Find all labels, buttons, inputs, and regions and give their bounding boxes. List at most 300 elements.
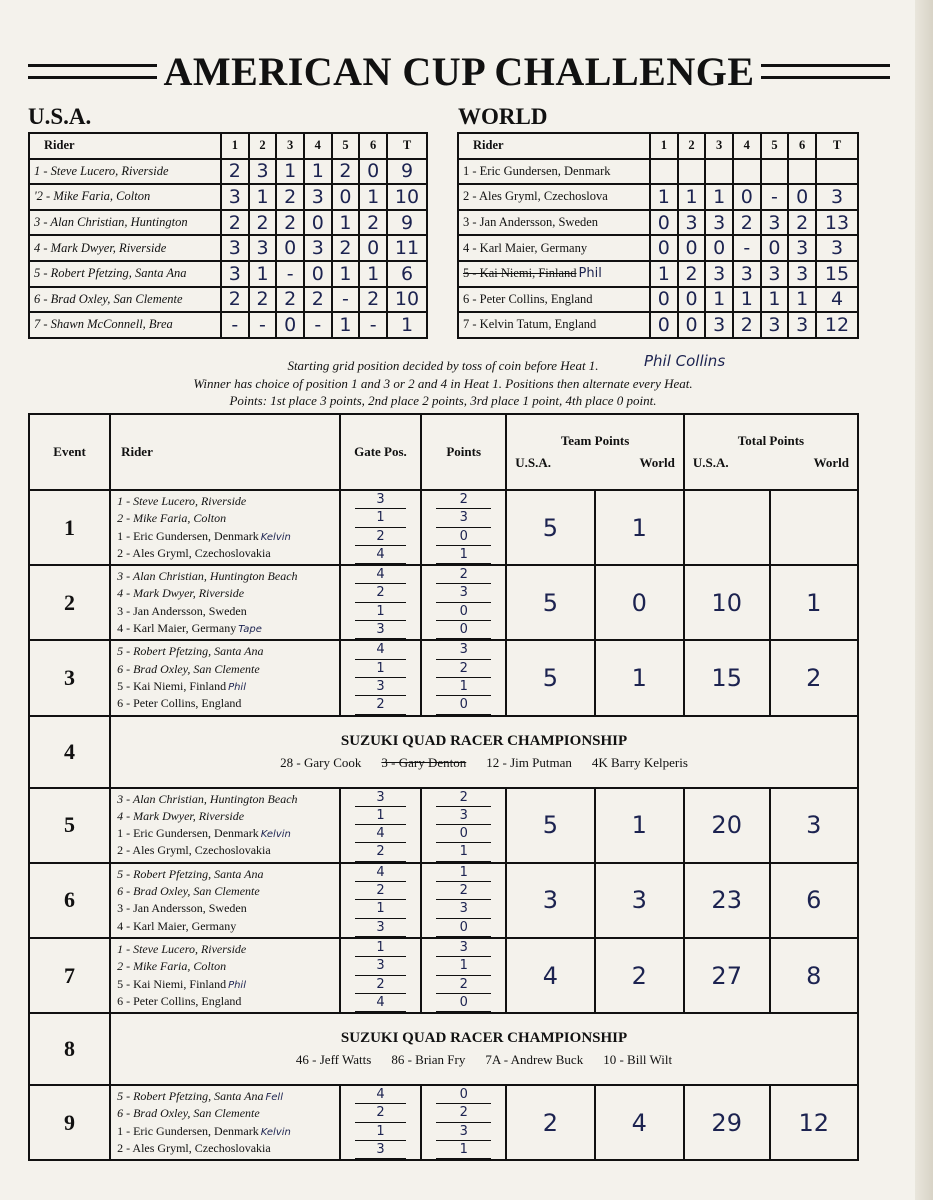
heat-rider-line	[117, 643, 339, 660]
world-heat-score: 2	[678, 261, 706, 287]
team-points-world: 1	[595, 490, 684, 565]
heat-point: 1	[436, 678, 491, 696]
rules-line-1: Starting grid position decided by toss of coin before Heat 1.	[287, 358, 599, 373]
title-row	[28, 46, 890, 96]
world-heat-score: 3	[733, 261, 761, 287]
heat-rider-line	[117, 620, 339, 637]
usa-heat-score: -	[249, 312, 277, 338]
usa-heat-score: 1	[249, 184, 277, 210]
usa-heat-score: 9	[387, 210, 427, 236]
heat-points	[421, 863, 506, 938]
total-points-world: 3	[770, 788, 858, 863]
gate-position: 4	[355, 825, 406, 843]
usa-heat-score: 2	[359, 210, 387, 236]
rider-name-text: 6 - Brad Oxley, San Clemente	[34, 291, 183, 306]
heat-rider-name: 2 - Ales Gryml, Czechoslovakia	[117, 545, 271, 560]
heat-rider-name: 1 - Steve Lucero, Riverside	[117, 494, 247, 508]
heat-point: 3	[436, 584, 491, 602]
usa-roster-row	[29, 261, 427, 287]
usa-rider-name	[29, 287, 221, 313]
usa-roster-row	[29, 184, 427, 210]
heat-point: 0	[436, 994, 491, 1012]
heat-rider-name: 4 - Karl Maier, Germany	[117, 918, 237, 933]
heat-rider-name: 5 - Robert Pfetzing, Santa Ana	[117, 1089, 264, 1104]
usa-roster-row	[29, 235, 427, 261]
usa-heat-score: 1	[359, 261, 387, 287]
usa-heat-score: 6	[387, 261, 427, 287]
world-heat-score	[705, 159, 733, 185]
gate-position: 2	[355, 882, 406, 900]
team-points-usa: 2	[506, 1085, 594, 1160]
rider-name-text: 7 - Kelvin Tatum, England	[463, 317, 597, 332]
heat-riders	[110, 1085, 340, 1160]
usa-heading: U.S.A.	[28, 104, 92, 129]
total-points-world: 1	[770, 565, 858, 640]
gate-position: 3	[355, 491, 406, 509]
heat-point: 3	[436, 509, 491, 527]
team-points-world: 4	[595, 1085, 684, 1160]
heat-point: 3	[436, 807, 491, 825]
heat-rider-name: 4 - Karl Maier, Germany	[117, 621, 237, 636]
usa-heat-score: 2	[249, 287, 277, 313]
world-roster-table	[457, 132, 859, 339]
world-heat-score	[761, 159, 789, 185]
usa-heat-score: 2	[359, 287, 387, 313]
team-points-world: 3	[595, 863, 684, 938]
gate-positions	[340, 640, 421, 715]
team-points-usa: 5	[506, 788, 594, 863]
heat-rider-line	[117, 808, 339, 825]
heat-point: 0	[436, 919, 491, 937]
heat-rider-line	[117, 842, 339, 859]
usa-col-header: 4	[304, 133, 332, 159]
total-points-world	[770, 490, 858, 565]
world-heat-score: 3	[705, 210, 733, 236]
heat-point: 2	[436, 660, 491, 678]
heat-row	[29, 490, 858, 565]
world-col-header: T	[816, 133, 858, 159]
event-number: 5	[29, 788, 110, 863]
world-heat-score: 1	[678, 184, 706, 210]
usa-heat-score: 2	[304, 287, 332, 313]
heat-rider-name: 6 - Peter Collins, England	[117, 696, 242, 711]
world-rider-name	[458, 261, 650, 287]
championship-entry: 46 - Jeff Watts	[295, 1052, 372, 1068]
usa-heat-score: 1	[359, 184, 387, 210]
event-number: 4	[29, 716, 110, 788]
world-heat-score	[650, 159, 678, 185]
heat-riders	[110, 788, 340, 863]
world-heat-score: 0	[761, 235, 789, 261]
world-heat-score: 2	[733, 312, 761, 338]
heat-point: 1	[436, 843, 491, 861]
heat-rider-line	[117, 585, 339, 602]
heat-rider-line	[117, 976, 339, 993]
world-col-header: 2	[678, 133, 706, 159]
heat-rider-name: 5 - Robert Pfetzing, Santa Ana	[117, 866, 264, 881]
total-points-world: 12	[770, 1085, 858, 1160]
heat-rider-note: Phil	[228, 681, 246, 693]
championship-cell	[110, 1013, 858, 1085]
rider-name-text: 3 - Alan Christian, Huntington	[34, 215, 188, 230]
event-number: 6	[29, 863, 110, 938]
usa-heat-score: 0	[276, 312, 304, 338]
gate-positions	[340, 863, 421, 938]
world-heat-score: 1	[650, 184, 678, 210]
event-number: 9	[29, 1085, 110, 1160]
gate-position: 3	[355, 1141, 406, 1159]
usa-rider-name	[29, 210, 221, 236]
heat-point: 0	[436, 621, 491, 639]
usa-heat-score: 2	[276, 287, 304, 313]
gate-position: 1	[355, 509, 406, 527]
world-rider-name	[458, 235, 650, 261]
gate-position: 3	[355, 919, 406, 937]
heat-rider-line	[117, 993, 339, 1010]
world-heat-score: 0	[650, 210, 678, 236]
team-points-usa: 3	[506, 863, 594, 938]
team-points-usa: 4	[506, 938, 594, 1013]
usa-heat-score: 1	[332, 312, 360, 338]
usa-col-header: 2	[249, 133, 277, 159]
gate-position: 2	[355, 696, 406, 714]
world-heat-score: 1	[788, 287, 816, 313]
usa-heat-score: -	[276, 261, 304, 287]
world-col-header: 6	[788, 133, 816, 159]
team-points-header	[506, 414, 684, 490]
gate-position: 1	[355, 939, 406, 957]
usa-heat-score: 1	[332, 210, 360, 236]
world-heat-score: 3	[761, 210, 789, 236]
event-header: Event	[29, 414, 110, 490]
team-points-world: 1	[595, 788, 684, 863]
heat-rider-line	[117, 1123, 339, 1140]
usa-rider-name	[29, 159, 221, 185]
world-rider-name	[458, 159, 650, 185]
heat-rider-name: 6 - Brad Oxley, San Clemente	[117, 661, 260, 676]
heat-rider-name: 5 - Kai Niemi, Finland	[117, 678, 227, 693]
world-roster-row	[458, 287, 858, 313]
world-roster-row	[458, 261, 858, 287]
heat-rider-line	[117, 603, 339, 620]
total-usa-label: U.S.A.	[692, 455, 729, 470]
heat-rider-line	[117, 866, 339, 883]
heat-point: 3	[436, 900, 491, 918]
heat-points	[421, 1085, 506, 1160]
world-rider-name	[458, 210, 650, 236]
rider-name-text: 4 - Mark Dwyer, Riverside	[34, 240, 167, 255]
gate-position: 3	[355, 957, 406, 975]
world-heat-score	[678, 159, 706, 185]
championship-entry: 86 - Brian Fry	[391, 1052, 466, 1068]
usa-heat-score: -	[221, 312, 249, 338]
gate-position: 3	[355, 678, 406, 696]
heat-rider-line	[117, 1088, 339, 1105]
heat-point: 2	[436, 789, 491, 807]
rider-name-text: '2 - Mike Faria, Colton	[34, 189, 151, 204]
heat-rider-name: 1 - Steve Lucero, Riverside	[117, 941, 247, 956]
total-points-label: Total Points	[737, 433, 805, 448]
usa-heat-score: 0	[359, 235, 387, 261]
gate-position: 2	[355, 584, 406, 602]
world-heat-score: 3	[788, 235, 816, 261]
world-heat-score: 0	[678, 287, 706, 313]
gate-position: 1	[355, 603, 406, 621]
usa-roster-row	[29, 287, 427, 313]
gate-position: 3	[355, 789, 406, 807]
usa-heat-score: 0	[304, 210, 332, 236]
usa-heat-score: 0	[359, 159, 387, 185]
usa-col-header: 3	[276, 133, 304, 159]
team-world-label: World	[639, 455, 675, 470]
heat-rider-name: 2 - Mike Faria, Colton	[117, 511, 227, 526]
team-points-world: 0	[595, 565, 684, 640]
heat-rider-name: 1 - Eric Gundersen, Denmark	[117, 528, 259, 543]
gate-positions	[340, 938, 421, 1013]
heat-row	[29, 640, 858, 715]
team-points-usa: 5	[506, 565, 594, 640]
gate-position: 3	[355, 621, 406, 639]
heat-rider-name: 3 - Jan Andersson, Sweden	[117, 901, 247, 916]
world-heat-score: 3	[705, 312, 733, 338]
world-heat-score: 13	[816, 210, 858, 236]
heat-rider-line	[117, 825, 339, 842]
total-world-label: World	[813, 455, 849, 470]
heat-rider-note: Kelvin	[260, 1126, 291, 1138]
heat-point: 3	[436, 1123, 491, 1141]
gate-position: 1	[355, 660, 406, 678]
world-col-header: 1	[650, 133, 678, 159]
heat-rider-line	[117, 791, 339, 808]
world-rider-name	[458, 184, 650, 210]
heat-point: 3	[436, 939, 491, 957]
usa-heat-score: 1	[304, 159, 332, 185]
world-rider-name	[458, 312, 650, 338]
usa-roster-row	[29, 210, 427, 236]
heat-rider-line	[117, 528, 339, 545]
heat-points	[421, 490, 506, 565]
world-heat-score: 0	[678, 312, 706, 338]
team-usa-label: U.S.A.	[515, 455, 551, 470]
event-number: 3	[29, 640, 110, 715]
team-points-world: 1	[595, 640, 684, 715]
heat-point: 0	[436, 825, 491, 843]
usa-heat-score: 2	[332, 159, 360, 185]
world-heat-score: 4	[816, 287, 858, 313]
usa-heat-score: 1	[249, 261, 277, 287]
total-points-header	[684, 414, 858, 490]
heat-rider-line	[117, 1140, 339, 1157]
heat-row	[29, 863, 858, 938]
heat-rider-line	[117, 958, 339, 975]
world-heat-score	[816, 159, 858, 185]
usa-heat-score: 0	[304, 261, 332, 287]
usa-roster-table	[28, 132, 428, 339]
team-points-world: 2	[595, 938, 684, 1013]
heat-point: 2	[436, 491, 491, 509]
page-edge	[915, 0, 933, 1200]
total-points-world: 6	[770, 863, 858, 938]
heat-points	[421, 788, 506, 863]
world-roster-row	[458, 210, 858, 236]
heat-rider-note: Phil	[228, 979, 246, 991]
championship-entry: 12 - Jim Putman	[486, 754, 572, 770]
gate-header: Gate Pos.	[340, 414, 421, 490]
rider-name-text: 1 - Eric Gundersen, Denmark	[463, 163, 611, 178]
heat-row	[29, 565, 858, 640]
rider-name-text: 4 - Karl Maier, Germany	[463, 240, 588, 255]
team-points-usa: 5	[506, 640, 594, 715]
gate-position: 2	[355, 1104, 406, 1122]
world-heat-score: 3	[678, 210, 706, 236]
heat-rider-line	[117, 510, 339, 527]
usa-rider-name	[29, 235, 221, 261]
heat-rider-name: 6 - Peter Collins, England	[117, 993, 242, 1008]
rules-notes	[28, 352, 858, 410]
world-heat-score: 3	[761, 261, 789, 287]
heat-point: 2	[436, 882, 491, 900]
usa-heat-score: 3	[249, 235, 277, 261]
usa-roster-row	[29, 312, 427, 338]
world-heat-score: 0	[705, 235, 733, 261]
rider-name-text: 1 - Steve Lucero, Riverside	[34, 163, 169, 178]
world-heat-score: 1	[705, 184, 733, 210]
usa-heat-score: 1	[387, 312, 427, 338]
heat-rider-line	[117, 493, 339, 510]
rider-header: Rider	[110, 414, 340, 490]
team-points-label: Team Points	[560, 433, 630, 448]
usa-heat-score: 9	[387, 159, 427, 185]
heat-rider-note: Kelvin	[260, 531, 291, 543]
heat-rider-name: 5 - Kai Niemi, Finland	[117, 976, 227, 991]
title-rule-left	[28, 64, 157, 79]
heat-rider-line	[117, 900, 339, 917]
heat-points	[421, 938, 506, 1013]
heat-rider-name: 3 - Alan Christian, Huntington Beach	[117, 569, 298, 584]
heat-points	[421, 565, 506, 640]
total-points-usa: 15	[684, 640, 770, 715]
event-number: 8	[29, 1013, 110, 1085]
usa-heat-score: -	[304, 312, 332, 338]
heat-rider-note: Fell	[265, 1092, 283, 1104]
world-roster-row	[458, 184, 858, 210]
heat-rider-name: 2 - Mike Faria, Colton	[117, 959, 227, 974]
heat-point: 1	[436, 546, 491, 564]
event-number: 7	[29, 938, 110, 1013]
usa-heat-score: 2	[332, 235, 360, 261]
heat-point: 2	[436, 566, 491, 584]
rider-name-text: 7 - Shawn McConnell, Brea	[34, 317, 173, 332]
total-points-usa: 29	[684, 1085, 770, 1160]
usa-heat-score: 2	[276, 184, 304, 210]
championship-entries	[111, 1052, 857, 1068]
heat-riders	[110, 490, 340, 565]
heat-rider-line	[117, 695, 339, 712]
usa-heat-score: 2	[276, 210, 304, 236]
gate-position: 1	[355, 900, 406, 918]
gate-position: 4	[355, 864, 406, 882]
usa-col-header: 6	[359, 133, 387, 159]
heat-rider-name: 1 - Eric Gundersen, Denmark	[117, 826, 259, 841]
heat-point: 2	[436, 976, 491, 994]
gate-position: 2	[355, 843, 406, 861]
heat-rider-name: 3 - Alan Christian, Huntington Beach	[117, 791, 298, 806]
world-heat-score: -	[733, 235, 761, 261]
world-roster-row	[458, 159, 858, 185]
usa-heat-score: 3	[249, 159, 277, 185]
championship-cell	[110, 716, 858, 788]
usa-heat-score: 1	[332, 261, 360, 287]
heat-point: 0	[436, 696, 491, 714]
heat-rider-line	[117, 545, 339, 562]
world-heat-score: 0	[678, 235, 706, 261]
heat-point: 1	[436, 957, 491, 975]
world-heat-score	[788, 159, 816, 185]
championship-entry: 10 - Bill Wilt	[603, 1052, 673, 1068]
heat-rider-line	[117, 678, 339, 695]
usa-heat-score: 0	[332, 184, 360, 210]
world-heat-score: 3	[816, 184, 858, 210]
heat-rider-name: 2 - Ales Gryml, Czechoslovakia	[117, 1141, 271, 1156]
total-points-usa: 23	[684, 863, 770, 938]
usa-heat-score: 3	[304, 235, 332, 261]
usa-rider-name	[29, 261, 221, 287]
page-title: AMERICAN CUP CHALLENGE	[163, 48, 755, 94]
world-heat-score: 1	[705, 287, 733, 313]
gate-position: 1	[355, 807, 406, 825]
heat-results-table	[28, 413, 859, 1161]
world-heat-score: 15	[816, 261, 858, 287]
heat-riders	[110, 863, 340, 938]
world-heat-score: 3	[788, 261, 816, 287]
gate-position: 2	[355, 976, 406, 994]
heat-row	[29, 938, 858, 1013]
heat-point: 3	[436, 641, 491, 659]
world-heat-score: 0	[650, 312, 678, 338]
total-points-usa: 27	[684, 938, 770, 1013]
rider-name-text: 6 - Peter Collins, England	[463, 291, 593, 306]
heat-riders	[110, 640, 340, 715]
world-heat-score: 3	[761, 312, 789, 338]
heat-row	[29, 716, 858, 788]
heat-rider-note: Tape	[238, 624, 262, 636]
usa-roster-row	[29, 159, 427, 185]
total-points-usa: 20	[684, 788, 770, 863]
heat-rider-line	[117, 941, 339, 958]
gate-position: 4	[355, 994, 406, 1012]
heat-rider-name: 3 - Jan Andersson, Sweden	[117, 603, 247, 618]
championship-title: SUZUKI QUAD RACER CHAMPIONSHIP	[340, 732, 628, 749]
usa-heat-score: 2	[221, 210, 249, 236]
heat-point: 0	[436, 528, 491, 546]
world-heat-score	[733, 159, 761, 185]
world-heat-score: 0	[788, 184, 816, 210]
heat-row	[29, 1085, 858, 1160]
heat-rider-name: 1 - Eric Gundersen, Denmark	[117, 1123, 259, 1138]
points-header: Points	[421, 414, 506, 490]
handwritten-note: Phil Collins	[644, 352, 726, 370]
championship-entry: 3 - Gary Denton	[381, 754, 467, 770]
world-heading: WORLD	[458, 104, 548, 129]
heat-rider-name: 5 - Robert Pfetzing, Santa Ana	[117, 644, 264, 659]
usa-col-header: 1	[221, 133, 249, 159]
usa-heat-score: -	[359, 312, 387, 338]
world-roster-row	[458, 235, 858, 261]
heat-point: 0	[436, 1086, 491, 1104]
usa-heat-score: 11	[387, 235, 427, 261]
heat-rider-line	[117, 883, 339, 900]
world-heat-score: 3	[705, 261, 733, 287]
